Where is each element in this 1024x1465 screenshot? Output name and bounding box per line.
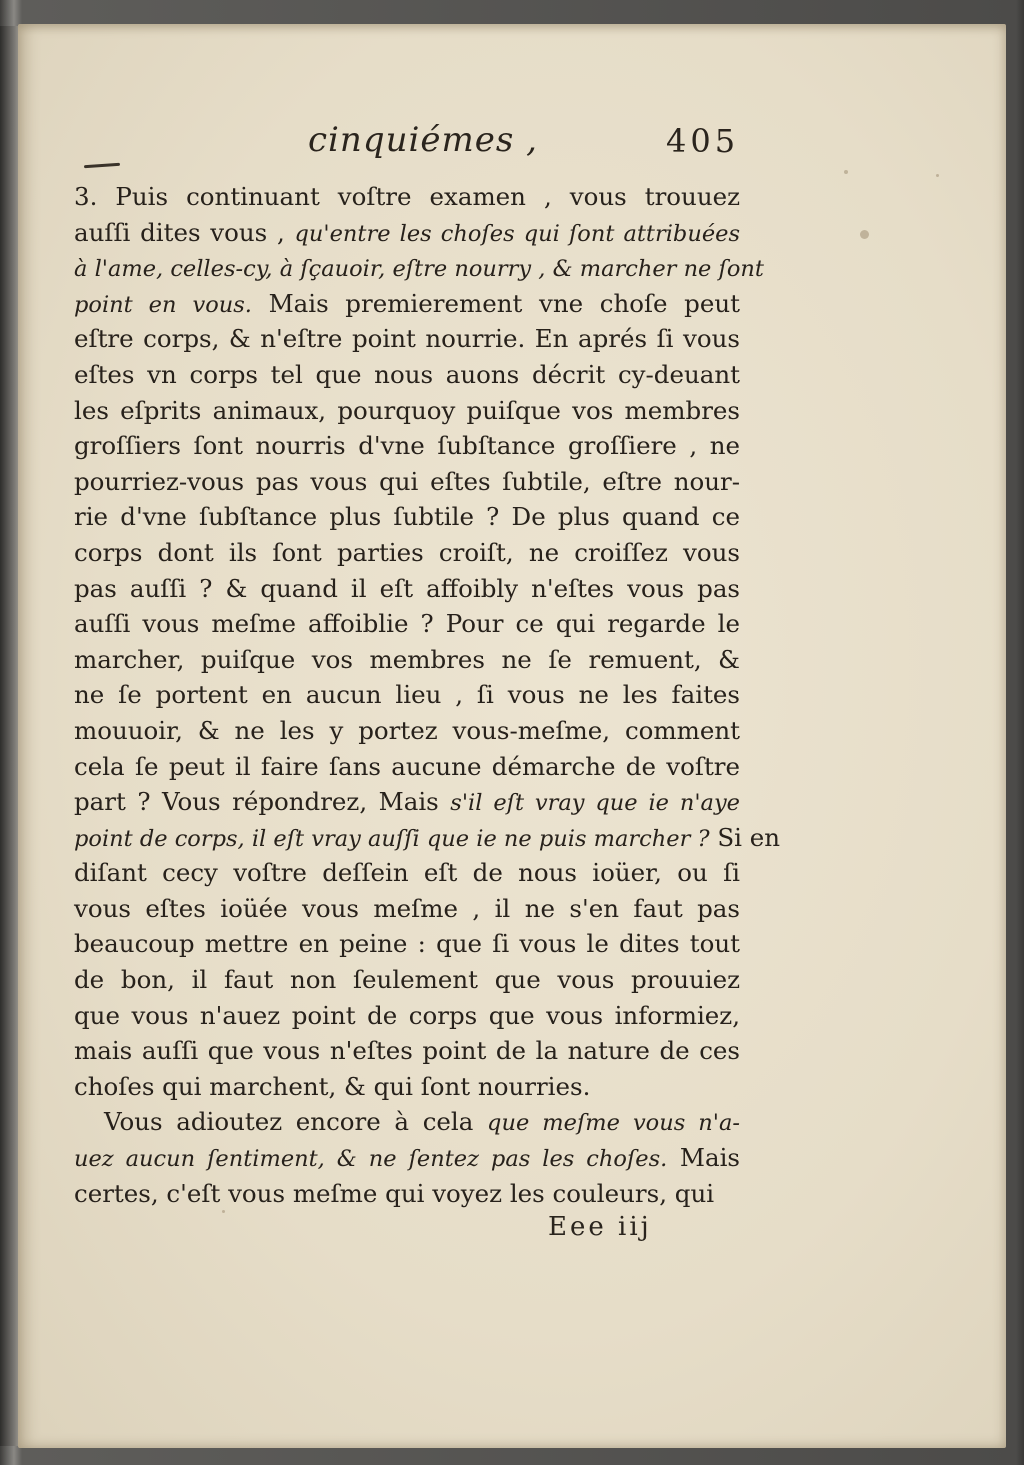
roman-text: rie d'vne ſubſtance plus ſubtile ? De plus quand ce [74, 502, 740, 532]
roman-text: diſant cecy voſtre deſſein eſt de nous ioüer, ou ſi [74, 858, 740, 888]
text-line [74, 464, 740, 500]
roman-text: Si en [709, 822, 781, 852]
text-line [74, 784, 740, 820]
roman-text: part ? Vous répondrez, Mais [74, 787, 451, 817]
roman-text: corps dont ils ſont parties croiſt, ne croiſſez vous [74, 537, 740, 567]
roman-text: mais auſſi que vous n'eſtes point de la nature de ces [74, 1036, 740, 1066]
text-line [74, 998, 740, 1034]
text-line [74, 428, 740, 464]
roman-text: beaucoup mettre en peine : que ſi vous le dites tout [74, 929, 740, 959]
text-line [74, 713, 740, 749]
text-line [74, 1104, 740, 1140]
roman-text: vous eſtes ioüée vous meſme , il ne s'en faut pas [74, 893, 740, 923]
roman-text: Mais [667, 1143, 740, 1173]
text-line [74, 357, 740, 393]
text-line [74, 891, 740, 927]
text-line [74, 571, 740, 607]
roman-text: marcher, puiſque vos membres ne ſe remuent, & [74, 644, 740, 674]
paper-blemish [844, 170, 848, 174]
roman-text: auſſi dites vous , [74, 217, 295, 247]
italic-quote: s'il eſt vray que ie n'aye [450, 790, 740, 817]
text-line [74, 606, 740, 642]
page-number: 405 [666, 122, 740, 160]
paper-blemish [222, 1210, 225, 1213]
roman-text: de bon, il faut non ſeulement que vous prouuiez [74, 965, 740, 995]
text-line [74, 820, 781, 856]
roman-text: eſtes vn corps tel que nous auons décrit cy-deuant [74, 359, 740, 389]
roman-text: cela ſe peut il faire ſans aucune démarche de voſtre [74, 751, 740, 781]
text-line [74, 393, 740, 429]
roman-text: certes, c'eſt vous meſme qui voyez les couleurs, qui [74, 1178, 715, 1208]
text-line [74, 926, 740, 962]
roman-text: 3. Puis continuant voſtre examen , vous trouuez [74, 182, 740, 211]
paper-blemish [936, 174, 939, 177]
text-line [74, 677, 740, 713]
text-line [74, 286, 740, 322]
text-line [74, 1176, 740, 1212]
text-line [74, 749, 740, 785]
italic-quote: qu'entre les choſes qui ſont attribuées [294, 220, 740, 247]
book-page [18, 24, 1006, 1448]
italic-quote: uez aucun ſentiment, & ne ſentez pas les choſes. [74, 1146, 668, 1173]
roman-text: eſtre corps, & n'eſtre point nourrie. En aprés ſi vous [74, 324, 740, 354]
roman-text: auſſi vous meſme affoiblie ? Pour ce qui regarde le [74, 609, 740, 639]
roman-text: pourriez-vous pas vous qui eſtes ſubtile, eſtre nour- [74, 466, 740, 496]
text-line [74, 321, 740, 357]
text-line [74, 1069, 740, 1105]
text-line [74, 1033, 740, 1069]
text-line [74, 642, 740, 678]
text-line [74, 1140, 740, 1176]
roman-text: Mais premierement vne choſe peut [251, 288, 740, 318]
text-line [74, 499, 740, 535]
italic-quote: que meſme vous n'a- [487, 1110, 740, 1137]
roman-text: pas auſſi ? & quand il eſt affoibly n'eſtes vous pas [74, 573, 740, 603]
text-line [74, 179, 740, 215]
italic-quote: point de corps, il eſt vray auſſi que ie ne puis marcher ? [74, 825, 710, 852]
text-line [74, 962, 740, 998]
body-text [74, 179, 781, 1211]
paper-blemish [860, 230, 869, 239]
italic-quote: point en vous. [74, 291, 252, 318]
signature-mark: Eee iij [548, 1212, 652, 1242]
roman-text: groſſiers ſont nourris d'vne ſubſtance groſſiere , ne [74, 431, 740, 461]
roman-text: les eſprits animaux, pourquoy puiſque vos membres [74, 395, 740, 425]
text-line [74, 215, 740, 251]
italic-quote: à l'ame, celles-cy, à ſçauoir, eſtre nourry , & marcher ne ſont [74, 256, 764, 283]
roman-text: Vous adioutez encore à cela [104, 1107, 488, 1137]
text-line [74, 250, 764, 286]
text-line [74, 535, 740, 571]
page-header [18, 120, 1006, 170]
roman-text: mouuoir, & ne les y portez vous-meſme, comment [74, 715, 740, 745]
roman-text: choſes qui marchent, & qui ſont nourries. [74, 1071, 591, 1101]
roman-text: ne ſe portent en aucun lieu , ſi vous ne les faites [74, 680, 740, 710]
text-line [74, 855, 740, 891]
running-title: cinquiémes , [308, 120, 538, 160]
roman-text: que vous n'auez point de corps que vous informiez, [74, 1000, 740, 1030]
